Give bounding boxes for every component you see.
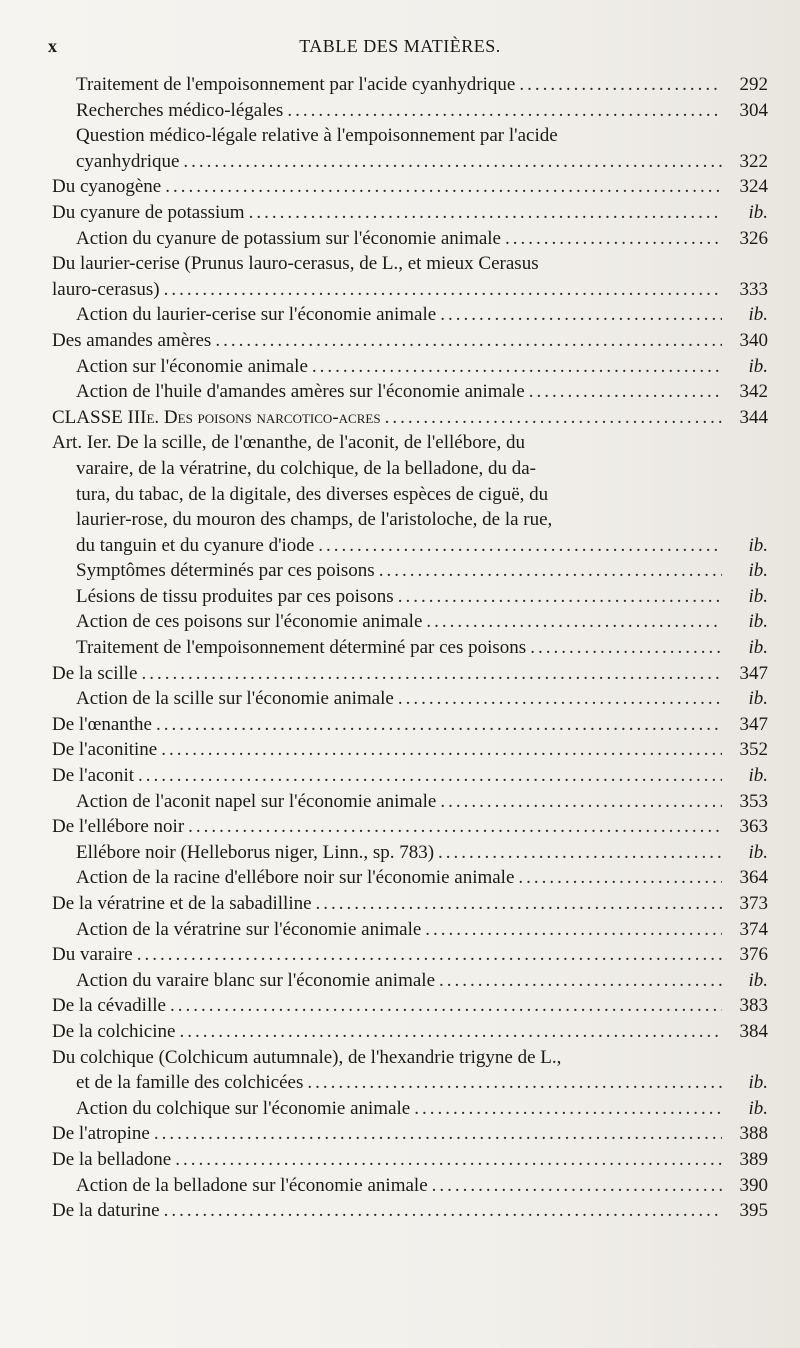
toc-page-number: 347: [739, 662, 768, 684]
toc-page-number: ib.: [748, 304, 768, 326]
dot-leader: [379, 558, 722, 584]
toc-entry: [52, 379, 768, 405]
toc-page-number: ib.: [748, 765, 768, 787]
toc-entry-text: De la vératrine et de la sabadilline: [52, 893, 312, 914]
dot-leader: [164, 277, 722, 303]
dot-leader: [188, 814, 722, 840]
dot-leader: [518, 865, 722, 891]
toc-entry: [52, 533, 768, 559]
toc-page-number: ib.: [748, 534, 768, 556]
toc-entry: [52, 737, 768, 763]
toc-entry-text: tura, du tabac, de la digitale, des diverses espèces de ciguë, du: [76, 483, 549, 505]
toc-entry-text: Action du varaire blanc sur l'économie animale: [76, 969, 436, 991]
toc-entry-text: du tanguin et du cyanure d'iode: [76, 534, 315, 556]
toc-entry: [52, 482, 768, 508]
toc-entry-text: De l'atropine: [52, 1123, 150, 1145]
toc-page-number: 364: [739, 867, 768, 889]
dot-leader: [141, 661, 722, 687]
toc-page-number: 347: [739, 713, 768, 735]
toc-page-number: 383: [739, 995, 768, 1017]
toc-page-number: 395: [739, 1200, 768, 1222]
toc-entry: [52, 1019, 768, 1045]
toc-page-number: 388: [739, 1123, 768, 1145]
toc-entry: [52, 814, 768, 840]
toc-entry-text: Action du colchique sur l'économie animale: [76, 1097, 411, 1119]
toc-entry: [52, 1147, 768, 1173]
dot-leader: [175, 1147, 722, 1173]
toc-entry-text: varaire, de la vératrine, du colchique, de la belladone, du da-: [76, 457, 537, 479]
toc-entry-text: Action de l'huile d'amandes amères sur l'économie animale: [76, 381, 525, 403]
dot-leader: [318, 533, 722, 559]
toc-page-number: ib.: [748, 841, 768, 863]
toc-entry-text: cyanhydrique: [76, 150, 180, 172]
dot-leader: [529, 379, 722, 405]
toc-entry-text: Action du cyanure de potassium sur l'économie animale: [76, 227, 501, 249]
toc-entry-text: Traitement de l'empoisonnement par l'acide cyanhydrique: [76, 74, 516, 95]
toc-entry: [52, 72, 768, 98]
dot-leader: [519, 72, 722, 98]
running-title: TABLE DES MATIÈRES.: [299, 36, 501, 56]
dot-leader: [440, 789, 722, 815]
toc-entry-text: De la belladone: [52, 1148, 172, 1170]
dot-leader: [432, 1173, 722, 1199]
toc-entry: [52, 635, 768, 661]
toc-entry-text: Traitement de l'empoisonnement déterminé par ces poisons: [76, 637, 527, 659]
toc-entry-text: Action de la belladone sur l'économie animale: [76, 1174, 428, 1196]
toc-page-number: 304: [739, 99, 768, 121]
toc-page-number: ib.: [748, 201, 768, 223]
toc-entry-text: Recherches médico-légales: [76, 99, 284, 121]
toc-entry: [52, 763, 768, 789]
toc-entry: [52, 200, 768, 226]
toc-entry: [52, 942, 768, 968]
dot-leader: [426, 609, 722, 635]
dot-leader: [137, 942, 722, 968]
toc-entry-text: Du colchique (Colchicum autumnale), de l'hexandrie trigyne de L.,: [52, 1046, 562, 1068]
toc-entry-text: Ellébore noir (Helleborus niger, Linn., sp. 783): [76, 841, 435, 863]
dot-leader: [287, 98, 722, 124]
dot-leader: [385, 405, 722, 431]
toc-page-number: 353: [739, 790, 768, 812]
toc-page-number: 376: [739, 944, 768, 966]
dot-leader: [179, 1019, 722, 1045]
toc-page-number: 363: [739, 816, 768, 838]
toc-entry: [52, 789, 768, 815]
dot-leader: [505, 226, 722, 252]
toc-entry-text: De l'aconit: [52, 765, 135, 787]
toc-entry: [52, 302, 768, 328]
toc-entry-text: De l'œnanthe: [52, 713, 152, 735]
toc-entry-text: Action de la vératrine sur l'économie animale: [76, 918, 422, 940]
toc-page-number: 326: [739, 227, 768, 249]
toc-page-number: ib.: [748, 969, 768, 991]
dot-leader: [183, 149, 722, 175]
toc-entry-text: Art. Ier. De la scille, de l'œnanthe, de l'aconit, de l'ellébore, du: [52, 432, 525, 454]
toc-page-number: 352: [739, 739, 768, 761]
toc-entry-text: Symptômes déterminés par ces poisons: [76, 560, 375, 582]
toc-page-number: 322: [739, 150, 768, 172]
page-folio: x: [48, 36, 58, 56]
toc-entry-text: De l'ellébore noir: [52, 816, 185, 838]
toc-page-number: ib.: [748, 1097, 768, 1119]
toc-entry: [52, 686, 768, 712]
toc-entry-text: De la daturine: [52, 1200, 160, 1222]
toc-entry-text: Action sur l'économie animale: [76, 355, 308, 377]
toc-entry: [52, 123, 768, 149]
toc-page-number: ib.: [748, 611, 768, 633]
toc-entry: [52, 226, 768, 252]
toc-entry: [52, 251, 768, 277]
toc-entry: [52, 1070, 768, 1096]
toc-entry: [52, 968, 768, 994]
toc-page-number: 344: [739, 406, 768, 428]
toc-entry: [52, 1096, 768, 1122]
toc-entry-text: Du varaire: [52, 944, 133, 966]
toc-entry-text: Action de la racine d'ellébore noir sur l'économie animale: [76, 867, 515, 889]
toc-entry: [52, 1198, 768, 1224]
toc-page-number: ib.: [748, 688, 768, 710]
toc-entry: [52, 1121, 768, 1147]
toc-entry: [52, 840, 768, 866]
dot-leader: [156, 712, 722, 738]
toc-page-number: 324: [739, 176, 768, 198]
dot-leader: [164, 1198, 722, 1224]
toc-entry-text: Question médico-légale relative à l'empoisonnement par l'acide: [76, 125, 558, 147]
dot-leader: [414, 1096, 722, 1122]
dot-leader: [438, 840, 722, 866]
toc-entry-text: Action du laurier-cerise sur l'économie animale: [76, 304, 437, 326]
toc-entry: [52, 584, 768, 610]
toc-entry: [52, 405, 768, 431]
toc-entry-text: Du cyanogène: [52, 176, 162, 198]
toc-page-number: ib.: [748, 560, 768, 582]
dot-leader: [398, 686, 722, 712]
toc-page-number: 389: [739, 1148, 768, 1170]
page-header: [48, 36, 752, 62]
toc-entry: [52, 865, 768, 891]
toc-entry: [52, 456, 768, 482]
toc-entry: [52, 149, 768, 175]
toc-entry-text: Du laurier-cerise (Prunus lauro-cerasus, de L., et mieux Cerasus: [52, 253, 539, 275]
dot-leader: [312, 354, 722, 380]
dot-leader: [165, 174, 722, 200]
toc-entry: [52, 1045, 768, 1071]
toc-page-number: 384: [739, 1020, 768, 1042]
toc-entry-text: Action de la scille sur l'économie animale: [76, 688, 394, 710]
dot-leader: [439, 968, 722, 994]
toc-page-number: 333: [739, 278, 768, 300]
toc-entry: [52, 891, 768, 917]
dot-leader: [161, 737, 722, 763]
toc-page-number: 390: [739, 1174, 768, 1196]
dot-leader: [307, 1070, 722, 1096]
toc-entry: [52, 328, 768, 354]
toc-entry: [52, 174, 768, 200]
toc-entry: [52, 354, 768, 380]
toc-page-number: 374: [739, 918, 768, 940]
toc-entry: [52, 430, 768, 456]
toc-page-number: 340: [739, 329, 768, 351]
toc-page-number: ib.: [748, 1072, 768, 1094]
table-of-contents: [52, 72, 768, 1224]
toc-page-number: ib.: [748, 355, 768, 377]
toc-entry-text: De la colchicine: [52, 1020, 176, 1042]
toc-entry: [52, 277, 768, 303]
toc-entry: [52, 917, 768, 943]
toc-entry: [52, 1173, 768, 1199]
toc-entry-text: De la cévadille: [52, 995, 166, 1017]
toc-entry-text: Des amandes amères: [52, 329, 212, 351]
toc-entry: [52, 98, 768, 124]
dot-leader: [170, 993, 722, 1019]
toc-page-number: 373: [739, 893, 768, 914]
dot-leader: [249, 200, 722, 226]
toc-page-number: ib.: [748, 585, 768, 607]
toc-entry-text: Du cyanure de potassium: [52, 201, 245, 223]
toc-page-number: 292: [739, 74, 768, 95]
toc-entry-text: et de la famille des colchicées: [76, 1072, 304, 1094]
toc-entry-text: CLASSE IIIe. Des poisons narcotico-acres: [52, 406, 381, 428]
dot-leader: [138, 763, 722, 789]
toc-entry: [52, 661, 768, 687]
dot-leader: [530, 635, 722, 661]
toc-page-number: ib.: [748, 637, 768, 659]
dot-leader: [316, 891, 722, 917]
toc-page-number: 342: [739, 381, 768, 403]
toc-entry-text: laurier-rose, du mouron des champs, de l'aristoloche, de la rue,: [76, 509, 553, 531]
dot-leader: [398, 584, 722, 610]
dot-leader: [215, 328, 722, 354]
toc-entry-text: Action de l'aconit napel sur l'économie animale: [76, 790, 437, 812]
toc-entry: [52, 558, 768, 584]
toc-entry-text: Action de ces poisons sur l'économie animale: [76, 611, 423, 633]
toc-entry: [52, 609, 768, 635]
dot-leader: [425, 917, 722, 943]
dot-leader: [440, 302, 722, 328]
toc-entry-text: lauro-cerasus): [52, 278, 160, 300]
toc-entry-text: Lésions de tissu produites par ces poisons: [76, 585, 394, 607]
toc-entry: [52, 993, 768, 1019]
toc-entry: [52, 507, 768, 533]
dot-leader: [154, 1121, 722, 1147]
toc-entry-text: De l'aconitine: [52, 739, 158, 761]
toc-entry-text: De la scille: [52, 662, 138, 684]
toc-entry: [52, 712, 768, 738]
